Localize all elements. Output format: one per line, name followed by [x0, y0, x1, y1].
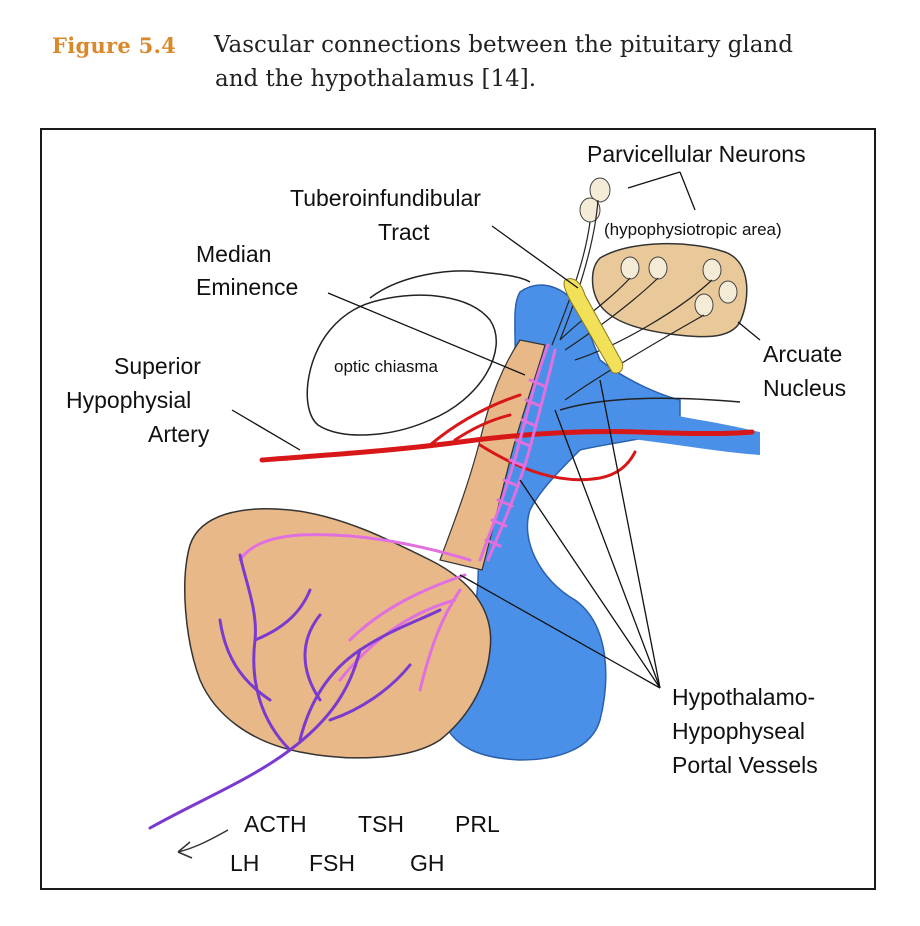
label-arcuate-1: Arcuate — [763, 341, 843, 367]
label-hypophysiotropic: (hypophysiotropic area) — [604, 220, 782, 239]
hormone-fsh: FSH — [309, 850, 355, 876]
label-tubero-2: Tract — [378, 219, 430, 245]
label-portal-3: Portal Vessels — [672, 752, 818, 778]
hormone-acth: ACTH — [244, 811, 307, 837]
label-parvicellular: Parvicellular Neurons — [587, 141, 806, 167]
label-portal-1: Hypothalamo- — [672, 684, 816, 710]
figure-label: Figure 5.4 — [52, 33, 177, 58]
label-optic-chiasma: optic chiasma — [334, 357, 438, 376]
hormone-gh: GH — [410, 850, 445, 876]
hormone-lh: LH — [230, 850, 260, 876]
parvicellular-cells — [580, 178, 610, 222]
hormone-prl: PRL — [455, 811, 500, 837]
caption-line-2: and the hypothalamus [14]. — [215, 66, 537, 92]
caption-line-1: Vascular connections between the pituitary gland — [214, 32, 793, 58]
efflux-arrow-icon — [178, 830, 228, 858]
label-median-2: Eminence — [196, 274, 299, 300]
label-median-1: Median — [196, 241, 272, 267]
hormone-tsh: TSH — [358, 811, 404, 837]
label-portal-2: Hypophyseal — [672, 718, 805, 744]
label-superior-1: Superior — [114, 353, 201, 379]
label-tubero-1: Tuberoinfundibular — [290, 185, 481, 211]
label-superior-3: Artery — [148, 421, 210, 447]
hypothalamus-outline — [370, 271, 530, 298]
label-arcuate-2: Nucleus — [763, 375, 847, 401]
label-superior-2: Hypophysial — [66, 387, 192, 413]
